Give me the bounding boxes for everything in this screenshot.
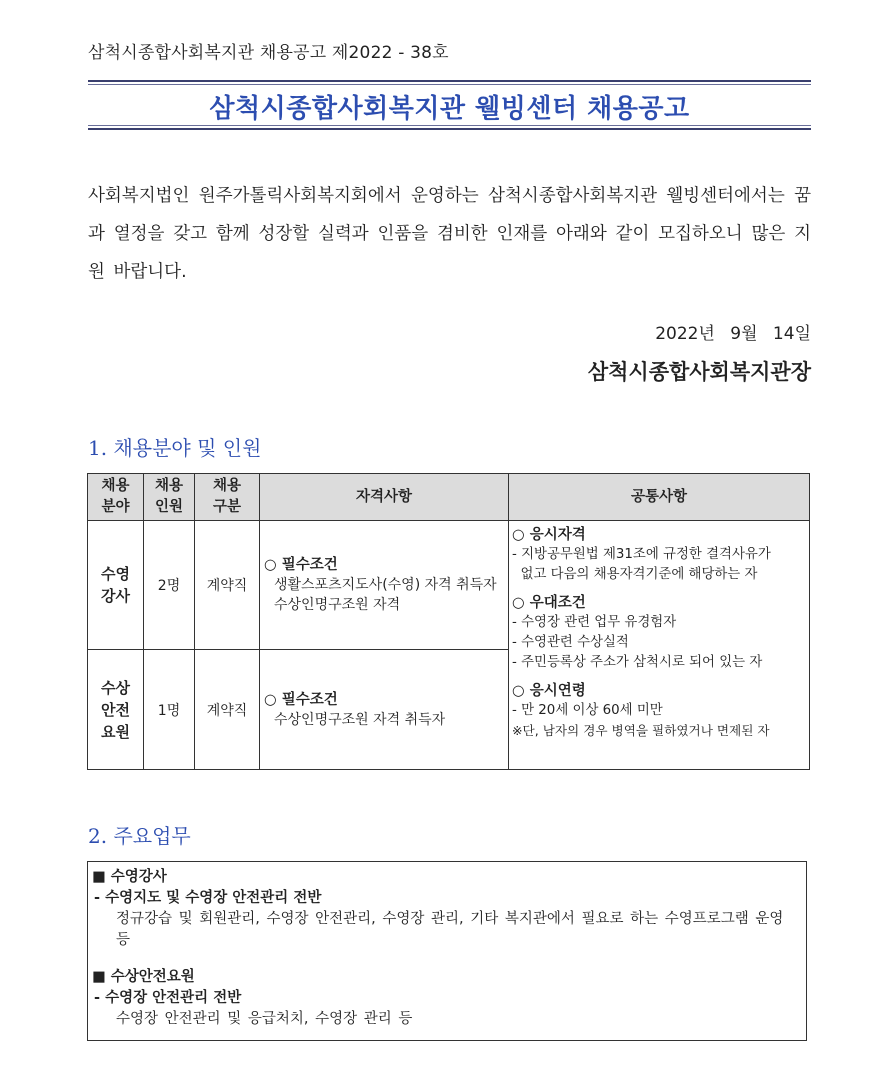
section-title-duties: 2. 주요업무 bbox=[88, 824, 191, 848]
signer: 삼척시종합사회복지관장 bbox=[587, 359, 811, 384]
duty-description: 수영장 안전관리 및 응급처치, 수영장 관리 등 bbox=[116, 1011, 413, 1027]
eligibility-heading: ○ 응시자격 bbox=[512, 527, 586, 543]
common-requirements bbox=[509, 521, 810, 770]
header-field-line: 채용 bbox=[101, 478, 130, 494]
header-count bbox=[144, 474, 195, 521]
row-field bbox=[88, 650, 144, 770]
row-type: 계약직 bbox=[195, 650, 260, 770]
duty-heading: ■ 수상안전요원 bbox=[92, 969, 195, 985]
title-rule-top bbox=[88, 80, 811, 82]
title-rule-bottom bbox=[88, 128, 811, 130]
preference-line: - 수영장 관련 업무 유경험자 bbox=[512, 615, 677, 630]
qual-line: 수상인명구조원 자격 취득자 bbox=[274, 711, 446, 728]
table-row bbox=[88, 521, 810, 650]
qual-line: 수상인명구조원 자격 bbox=[274, 597, 401, 613]
qual-line: 생활스포츠지도사(수영) 자격 취득자 bbox=[274, 577, 497, 593]
title-rule-top-thin bbox=[88, 84, 811, 85]
header-type-line: 구분 bbox=[212, 499, 241, 515]
spacer bbox=[512, 673, 807, 681]
table-header-row bbox=[88, 474, 810, 521]
field-line: 안전 bbox=[101, 700, 130, 719]
field-line: 수영 bbox=[101, 565, 130, 583]
header-count-line: 인원 bbox=[154, 499, 183, 515]
header-field bbox=[88, 474, 144, 521]
duty-subheading: - 수영지도 및 수영장 안전관리 전반 bbox=[94, 890, 322, 906]
qual-heading: ○ 필수조건 bbox=[264, 557, 338, 573]
header-type bbox=[195, 474, 260, 521]
qual-heading: ○ 필수조건 bbox=[264, 691, 338, 708]
spacer bbox=[512, 585, 807, 593]
field-line: 수상 bbox=[101, 678, 130, 697]
header-type-line: 채용 bbox=[212, 478, 241, 494]
field-line: 요원 bbox=[101, 722, 130, 741]
eligibility-line: - 지방공무원법 제31조에 규정한 결격사유가 bbox=[512, 547, 771, 562]
row-count: 2명 bbox=[144, 521, 195, 650]
preference-line: - 수영관련 수상실적 bbox=[512, 635, 629, 650]
intro-paragraph: 사회복지법인 원주가톨릭사회복지회에서 운영하는 삼척시종합사회복지관 웰빙센터에서는 꿈과 열정을 갖고 함께 성장할 실력과 인품을 겸비한 인재를 아래와 같이 모집하오니 많은 지원 바랍니다. bbox=[88, 186, 811, 282]
age-line: ※단, 남자의 경우 병역을 필하였거나 면제된 자 bbox=[512, 723, 770, 738]
notice-number: 삼척시종합사회복지관 채용공고 제2022 - 38호 bbox=[88, 43, 449, 63]
eligibility-line: 없고 다음의 채용자격기준에 해당하는 자 bbox=[512, 567, 758, 582]
preference-line: - 주민등록상 주소가 삼척시로 되어 있는 자 bbox=[512, 655, 763, 670]
section-title-recruitment: 1. 채용분야 및 인원 bbox=[88, 436, 262, 460]
header-count-line: 채용 bbox=[154, 478, 183, 494]
row-count: 1명 bbox=[144, 650, 195, 770]
header-field-line: 분야 bbox=[101, 499, 130, 515]
recruitment-table bbox=[87, 473, 810, 770]
field-line: 강사 bbox=[101, 587, 130, 605]
title-rule-bottom-thin bbox=[88, 125, 811, 126]
header-qualification: 자격사항 bbox=[260, 474, 509, 521]
page-title: 삼척시종합사회복지관 웰빙센터 채용공고 bbox=[209, 94, 690, 124]
duty-description: 정규강습 및 회원관리, 수영장 안전관리, 수영장 관리, 기타 복지관에서 필요로 하는 수영프로그램 운영 등 bbox=[116, 911, 784, 948]
row-field bbox=[88, 521, 144, 650]
duty-heading: ■ 수영강사 bbox=[92, 869, 167, 885]
spacer bbox=[92, 951, 802, 967]
row-qualification bbox=[260, 521, 509, 650]
age-heading: ○ 응시연령 bbox=[512, 683, 586, 699]
preference-heading: ○ 우대조건 bbox=[512, 595, 586, 611]
row-qualification bbox=[260, 650, 509, 770]
header-common: 공통사항 bbox=[509, 474, 810, 521]
row-type: 계약직 bbox=[195, 521, 260, 650]
age-line: - 만 20세 이상 60세 미만 bbox=[512, 703, 663, 718]
duties-box bbox=[87, 861, 807, 1041]
notice-date: 2022년 9월 14일 bbox=[655, 324, 811, 344]
duty-subheading: - 수영장 안전관리 전반 bbox=[94, 990, 242, 1006]
